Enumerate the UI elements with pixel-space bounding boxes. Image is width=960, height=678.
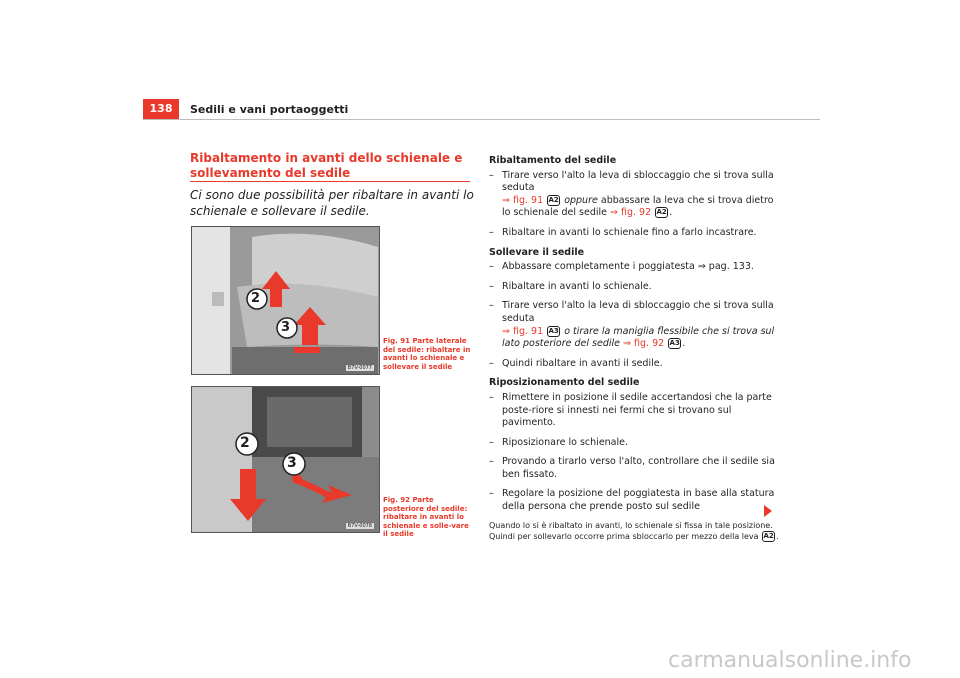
step-5 bbox=[489, 300, 779, 350]
callout-badge: A3 bbox=[669, 339, 680, 348]
note-text-a: Quando lo si è ribaltato in avanti, lo schienale si fissa in tale posizione. Quindi per sollevarlo occorre prima sbloccarlo per mezzo della leva bbox=[489, 520, 773, 542]
step-10: – Regolare la posizione del poggiatesta in base alla statura della persona che prende posto sul sedile bbox=[489, 488, 779, 513]
figure-91-label-3: 3 bbox=[281, 320, 291, 335]
header-title: Sedili e vani portaoggetti bbox=[190, 103, 349, 116]
callout-badge: A2 bbox=[763, 532, 774, 541]
figure-91-link[interactable]: ⇒ fig. 91 bbox=[502, 325, 544, 337]
figure-92-illustration bbox=[192, 387, 379, 532]
subheading-riposizionamento: Riposizionamento del sedile bbox=[489, 377, 640, 389]
callout-badge: A2 bbox=[548, 195, 559, 204]
figure-91-illustration bbox=[192, 227, 379, 374]
section-title: Ribaltamento in avanti dello schienale e sollevamento del sedile bbox=[190, 151, 463, 180]
figure-92-label-2: 2 bbox=[240, 435, 250, 451]
next-page-arrow-icon[interactable] bbox=[764, 505, 772, 517]
figure-92-label-3: 3 bbox=[287, 455, 297, 471]
section-intro: Ci sono due possibilità per ribaltare in avanti lo schienale e sollevare il sedile. bbox=[190, 188, 474, 218]
watermark: carmanualsonline.info bbox=[668, 648, 912, 673]
section-rule bbox=[190, 181, 470, 182]
figure-91-code: B7V-0077 bbox=[347, 365, 372, 371]
step-5-text-b: o tirare la maniglia flessibile che si trova sul lato posteriore del sedile bbox=[502, 325, 775, 350]
step-3: – Abbassare completamente i poggiatesta ⇒ pag. 133. bbox=[489, 261, 779, 274]
page-number: 138 bbox=[143, 99, 179, 119]
step-5-text-a: Tirare verso l'alto la leva di sbloccaggio che si trova sulla seduta bbox=[502, 300, 774, 324]
figure-91-caption: Fig. 91 Parte laterale del sedile: ribaltare in avanti lo schienale e sollevare il sedile bbox=[383, 337, 471, 371]
figure-91 bbox=[191, 226, 380, 375]
figure-92-code: B7V-0078 bbox=[347, 523, 372, 529]
figure-92-caption: Fig. 92 Parte posteriore del sedile: ribaltare in avanti lo schienale e solle-vare il sedile bbox=[383, 496, 469, 538]
callout-badge: A3 bbox=[548, 326, 559, 335]
figure-91-link[interactable]: ⇒ fig. 91 bbox=[502, 194, 544, 206]
figure-92 bbox=[191, 386, 380, 533]
note-end: . bbox=[776, 532, 779, 542]
subheading-sollevare: Sollevare il sedile bbox=[489, 246, 585, 258]
header-rule bbox=[143, 119, 820, 120]
step-1-oppure: oppure bbox=[564, 194, 598, 206]
body-text bbox=[489, 155, 779, 543]
figure-91-label-2: 2 bbox=[251, 291, 261, 306]
step-8: – Riposizionare lo schienale. bbox=[489, 437, 779, 450]
step-5-end: . bbox=[682, 338, 686, 350]
step-2: – Ribaltare in avanti lo schienale fino a farlo incastrare. bbox=[489, 227, 779, 240]
figure-92-link[interactable]: ⇒ fig. 92 bbox=[623, 338, 665, 350]
figure-92-link[interactable]: ⇒ fig. 92 bbox=[610, 207, 652, 219]
step-1-text-c: abbassare la leva che si trova dietro lo schienale del sedile bbox=[502, 194, 774, 219]
step-1-text-a: Tirare verso l'alto la leva di sbloccaggio che si trova sulla seduta bbox=[502, 169, 774, 194]
step-1 bbox=[489, 170, 779, 220]
step-7: – Rimettere in posizione il sedile accertandosi che la parte poste-riore si innesti nei fermi che si trovano sul pavimento. bbox=[489, 392, 779, 430]
callout-badge: A2 bbox=[656, 208, 667, 217]
subheading-ribaltamento: Ribaltamento del sedile bbox=[489, 155, 617, 166]
step-9: – Provando a tirarlo verso l'alto, controllare che il sedile sia ben fissato. bbox=[489, 456, 779, 481]
step-1-end: . bbox=[669, 207, 673, 219]
step-6: – Quindi ribaltare in avanti il sedile. bbox=[489, 358, 779, 371]
note-text bbox=[489, 521, 779, 543]
step-4: – Ribaltare in avanti lo schienale. bbox=[489, 281, 779, 294]
